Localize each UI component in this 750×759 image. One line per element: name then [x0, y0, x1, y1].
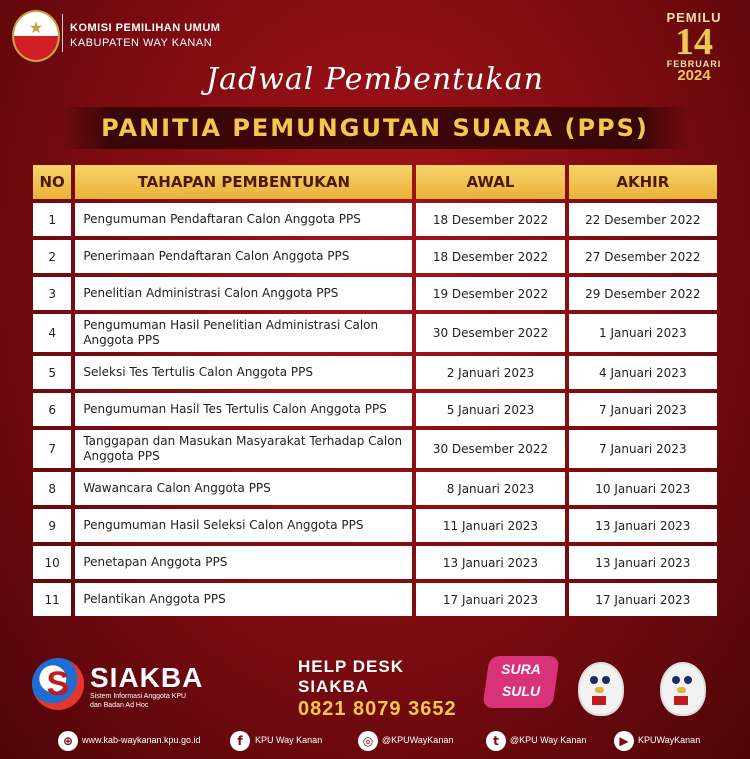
- table-row: [33, 430, 717, 468]
- row-step: Penerimaan Pendaftaran Calon Anggota PPS: [75, 240, 412, 273]
- row-step: Penetapan Anggota PPS: [75, 546, 412, 579]
- instagram-icon[interactable]: ◎: [358, 731, 378, 751]
- row-start-date: 8 Januari 2023: [416, 472, 564, 505]
- row-number: 11: [33, 583, 71, 616]
- row-step: Seleksi Tes Tertulis Calon Anggota PPS: [75, 356, 412, 389]
- row-number: 9: [33, 509, 71, 542]
- script-title: Jadwal Pembentukan: [206, 62, 544, 97]
- table-row: [33, 277, 717, 310]
- row-end-date: 1 Januari 2023: [569, 314, 717, 352]
- org-region: KABUPATEN WAY KANAN: [70, 37, 213, 49]
- row-step: Wawancara Calon Anggota PPS: [75, 472, 412, 505]
- kpu-logo: [12, 10, 60, 62]
- surasulu-text: [486, 658, 556, 702]
- row-step: Penelitian Administrasi Calon Anggota PPS: [75, 277, 412, 310]
- row-start-date: 19 Desember 2022: [416, 277, 564, 310]
- row-start-date: 18 Desember 2022: [416, 240, 564, 273]
- facebook-icon[interactable]: f: [230, 731, 250, 751]
- mascot-right: [652, 652, 710, 718]
- table-header-row: [33, 165, 717, 199]
- table-row: [33, 314, 717, 352]
- row-number: 1: [33, 203, 71, 236]
- row-start-date: 5 Januari 2023: [416, 393, 564, 426]
- twitter-link[interactable]: @KPU Way Kanan: [510, 735, 587, 745]
- table-row: [33, 203, 717, 236]
- table-row: [33, 509, 717, 542]
- row-end-date: 22 Desember 2022: [569, 203, 717, 236]
- youtube-icon[interactable]: ▶: [614, 731, 634, 751]
- pemilu-year: 2024: [677, 67, 711, 84]
- row-end-date: 27 Desember 2022: [569, 240, 717, 273]
- row-number: 4: [33, 314, 71, 352]
- row-start-date: 30 Desember 2022: [416, 314, 564, 352]
- row-end-date: 29 Desember 2022: [569, 277, 717, 310]
- row-start-date: 2 Januari 2023: [416, 356, 564, 389]
- star-icon: ★: [28, 18, 44, 37]
- row-step: Pelantikan Anggota PPS: [75, 583, 412, 616]
- row-end-date: 7 Januari 2023: [569, 430, 717, 468]
- helpdesk-phone[interactable]: 0821 8079 3652: [298, 698, 457, 720]
- title-banner: [60, 107, 690, 149]
- column-header-step: TAHAPAN PEMBENTUKAN: [75, 165, 412, 199]
- helpdesk-title: HELP DESK: [298, 657, 404, 676]
- youtube-link[interactable]: KPUWayKanan: [638, 735, 701, 745]
- helpdesk: [298, 657, 457, 721]
- mascot-left: [570, 652, 628, 718]
- website-link[interactable]: www.kab-waykanan.kpu.go.id: [82, 735, 201, 745]
- row-step: Pengumuman Hasil Seleksi Calon Anggota PPS: [75, 509, 412, 542]
- siakba-subtitle-2: dan Badan Ad Hoc: [90, 702, 149, 709]
- row-number: 3: [33, 277, 71, 310]
- table-row: [33, 356, 717, 389]
- row-start-date: 30 Desember 2022: [416, 430, 564, 468]
- row-end-date: 4 Januari 2023: [569, 356, 717, 389]
- facebook-link[interactable]: KPU Way Kanan: [255, 735, 323, 745]
- pemilu-label: PEMILU: [666, 10, 722, 25]
- row-number: 7: [33, 430, 71, 468]
- row-end-date: 7 Januari 2023: [569, 393, 717, 426]
- row-step: Pengumuman Pendaftaran Calon Anggota PPS: [75, 203, 412, 236]
- globe-icon[interactable]: ⊕: [58, 731, 78, 751]
- surasulu-line1: SURA: [501, 661, 541, 677]
- row-end-date: 10 Januari 2023: [569, 472, 717, 505]
- surasulu-line2: SULU: [501, 683, 541, 699]
- table-row: [33, 546, 717, 579]
- siakba-s-icon: S: [46, 665, 70, 703]
- schedule-table: [29, 161, 721, 620]
- row-step: Pengumuman Hasil Penelitian Administrasi Calon Anggota PPS: [75, 314, 412, 352]
- row-start-date: 18 Desember 2022: [416, 203, 564, 236]
- row-start-date: 13 Januari 2023: [416, 546, 564, 579]
- row-start-date: 11 Januari 2023: [416, 509, 564, 542]
- row-step: Pengumuman Hasil Tes Tertulis Calon Anggota PPS: [75, 393, 412, 426]
- row-number: 6: [33, 393, 71, 426]
- banner-title: PANITIA PEMUNGUTAN SUARA (PPS): [101, 114, 649, 142]
- row-number: 5: [33, 356, 71, 389]
- social-bar: [0, 724, 750, 759]
- table-row: [33, 472, 717, 505]
- table-row: [33, 393, 717, 426]
- siakba-subtitle: Sistem Informasi Anggota KPU: [90, 693, 187, 700]
- row-number: 10: [33, 546, 71, 579]
- column-header-start: AWAL: [416, 165, 564, 199]
- pemilu-day: 14: [675, 21, 713, 63]
- row-end-date: 17 Januari 2023: [569, 583, 717, 616]
- pemilu-month: FEBRUARI: [666, 59, 722, 69]
- row-end-date: 13 Januari 2023: [569, 546, 717, 579]
- row-end-date: 13 Januari 2023: [569, 509, 717, 542]
- org-name: KOMISI PEMILIHAN UMUM: [70, 22, 221, 34]
- row-number: 2: [33, 240, 71, 273]
- column-header-end: AKHIR: [569, 165, 717, 199]
- siakba-logo: [32, 656, 232, 716]
- table-row: [33, 240, 717, 273]
- instagram-link[interactable]: @KPUWayKanan: [382, 735, 454, 745]
- header-divider: [62, 14, 63, 52]
- siakba-name: SIAKBA: [90, 662, 204, 693]
- twitter-icon[interactable]: t: [486, 731, 506, 751]
- row-start-date: 17 Januari 2023: [416, 583, 564, 616]
- table-row: [33, 583, 717, 616]
- row-number: 8: [33, 472, 71, 505]
- helpdesk-system: SIAKBA: [298, 677, 370, 696]
- row-step: Tanggapan dan Masukan Masyarakat Terhadap Calon Anggota PPS: [75, 430, 412, 468]
- column-header-no: NO: [33, 165, 71, 199]
